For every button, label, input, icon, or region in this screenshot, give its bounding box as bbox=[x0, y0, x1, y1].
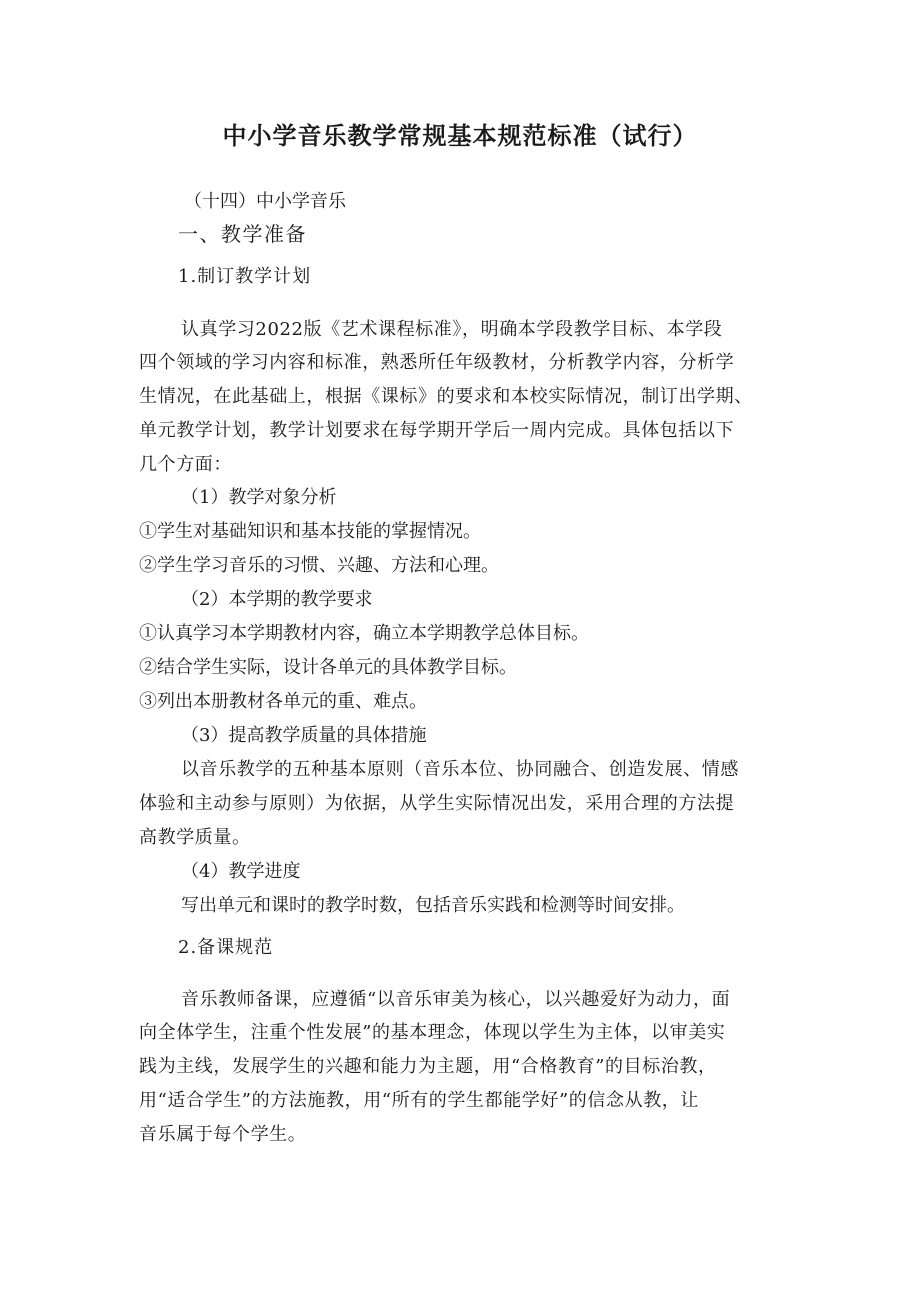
item3-line: 体验和主动参与原则）为依据，从学生实际情况出发，采用合理的方法提 bbox=[139, 793, 735, 814]
para1-line: 单元教学计划，教学计划要求在每学期开学后一周内完成。具体包括以下 bbox=[139, 420, 735, 441]
item2-point: ②结合学生实际，设计各单元的具体教学目标。 bbox=[139, 657, 517, 678]
item3-line: 以音乐教学的五种基本原则（音乐本位、协同融合、创造发展、情感 bbox=[181, 759, 739, 780]
item1-heading: （1）教学对象分析 bbox=[181, 487, 337, 508]
sub2-heading: 2.备课规范 bbox=[178, 937, 274, 958]
item2-point: ③列出本册教材各单元的重、难点。 bbox=[139, 691, 427, 712]
item4-line: 写出单元和课时的教学时数，包括音乐实践和检测等时间安排。 bbox=[181, 895, 685, 916]
para1-line: 几个方面： bbox=[139, 454, 232, 475]
item3-heading: （3）提高教学质量的具体措施 bbox=[181, 725, 427, 746]
para2-line: 音乐教师备课，应遵循“以音乐审美为核心，以兴趣爱好为动力，面 bbox=[181, 989, 731, 1010]
para1-line: 四个领域的学习内容和标准，熟悉所任年级教材，分析教学内容，分析学 bbox=[139, 352, 735, 373]
para1-line: 生情况，在此基础上，根据《课标》的要求和本校实际情况，制订出学期、 bbox=[139, 386, 753, 407]
para2-line: 向全体学生，注重个性发展”的基本理念，体现以学生为主体，以审美实 bbox=[139, 1022, 726, 1043]
section-label: （十四）中小学音乐 bbox=[184, 191, 346, 212]
part1-heading: 一、教学准备 bbox=[178, 222, 307, 246]
document-title: 中小学音乐教学常规基本规范标准（试行） bbox=[222, 122, 698, 150]
item2-heading: （2）本学期的教学要求 bbox=[181, 589, 373, 610]
item1-point: ②学生学习音乐的习惯、兴趣、方法和心理。 bbox=[139, 555, 499, 576]
item4-heading: （4）教学进度 bbox=[181, 861, 301, 882]
para1-line: 认真学习2022版《艺术课程标准》，明确本学段教学目标、本学段 bbox=[181, 319, 723, 340]
para2-line: 音乐属于每个学生。 bbox=[139, 1124, 307, 1145]
sub1-heading: 1.制订教学计划 bbox=[178, 266, 312, 287]
para2-line: 践为主线，发展学生的兴趣和能力为主题，用“合格教育”的目标治教， bbox=[139, 1056, 717, 1077]
item1-point: ①学生对基础知识和基本技能的掌握情况。 bbox=[139, 521, 481, 542]
item2-point: ①认真学习本学期教材内容，确立本学期教学总体目标。 bbox=[139, 623, 589, 644]
item3-line: 高教学质量。 bbox=[139, 827, 251, 848]
para2-line: 用“适合学生”的方法施教，用“所有的学生都能学好”的信念从教，让 bbox=[139, 1090, 700, 1111]
